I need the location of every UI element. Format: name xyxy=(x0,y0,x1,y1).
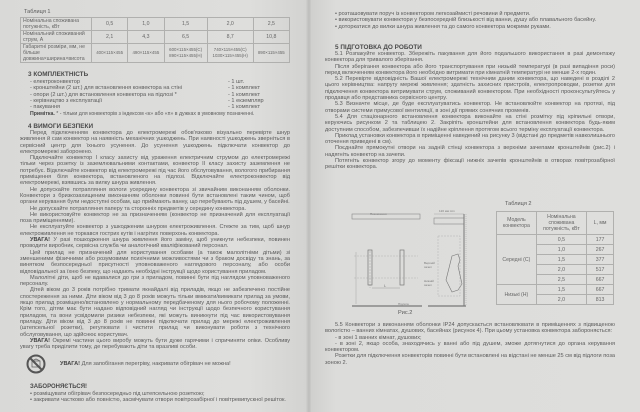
paragraph: Перед підключенням конвектора до електромережі обов'язково візуально перевірте шнур живлення й сам конвектор на наявність механічних ушкоджень. При наявності ушкоджень зверніться в сервісний центр для їхнього усунення. До усунення ушкоджень підключати конвектор до електромережі заборонено. xyxy=(20,130,290,155)
bullet-item: • використовувати конвектори у безпосередній близькості від ванни, душу або плавального басейну. xyxy=(335,17,597,24)
right-page xyxy=(310,0,640,412)
paragraph: Розетки для підключення конвекторів повинні бути встановлені на відстані не менше 25 см від підлоги поза зоною 2. xyxy=(325,353,615,366)
table2-header xyxy=(497,212,614,235)
bracket-right xyxy=(400,250,404,285)
table2-row xyxy=(497,285,614,295)
forbidden-item: • закривати частково або повністю, засмічувати отвори повітрозабірної і повітревипускної решіток. xyxy=(30,397,286,404)
kit-item: - керівництво з експлуатації xyxy=(30,97,103,104)
paragraph: Підключайте конвектор І класу захисту від ураження електричним струмом до електромережі тільки через розетку із заземлювальними контактами, конвектор ІІ класу захисту заземлення не потребує. Відключайте конвектор від електромережі під час його обслуговування, вологого прибирання приміщення біля конвектора, встановленого на підлозі. Відключайте електроконвектор від електромережі, взявшись за вилку шнура живлення. xyxy=(20,155,290,187)
table1-label: Номінальна споживана потужність, кВт xyxy=(21,18,92,31)
table1-caption: Таблиця 1 xyxy=(24,9,51,15)
table1-cell: 600×115×455(С) 890×115×455(Н) xyxy=(164,44,207,63)
forbidden-title: ЗАБОРОНЯЄТЬСЯ! xyxy=(30,384,88,390)
kit-qty-list xyxy=(228,79,264,110)
attention-label: УВАГА! xyxy=(30,237,51,244)
kit-item: - електроконвектор xyxy=(30,79,80,85)
attention-label: УВАГА! xyxy=(60,361,81,367)
table2-caption: Таблиця 2 xyxy=(505,201,532,207)
table1-cell: 4,3 xyxy=(128,31,164,44)
table1-cell: 8,7 xyxy=(207,31,253,44)
paragraph: - в зоні 2, якщо особа, знаходячись у ванні або під душем, зможе дотягнутися до органа керування конвектором. xyxy=(325,340,615,354)
table2-cell: 517 xyxy=(587,265,614,275)
left-page xyxy=(0,0,310,412)
table2-cell: 2,0 xyxy=(536,265,586,275)
table2-header-cell: Номінальна споживана потужність, кВт xyxy=(536,212,586,235)
table2-header-cell: L, мм xyxy=(587,212,614,235)
paragraph: Після зберігання конвектора або його транспортування при низькій температурі (в разі випадіння роси) перед включенням конвектора його необхідно витримати при кімнатній температурі не менше 2-х годин. xyxy=(325,63,615,76)
table2-cell: 267 xyxy=(587,245,614,255)
paragraph: Поєднайте прямокутні отвори на задній стінці конвектора з верхніми зачепами кронштейнів (рис.2) і надягніть конвектор на зачепи. xyxy=(325,145,615,158)
paragraph: Малолітні діти, щоб не вдавалися до гри з приладом, повинні бути під наглядом уповноваженого персоналу. xyxy=(20,274,290,288)
no-cover-icon xyxy=(26,354,46,374)
kit-item: - кронштейни (2 шт.) для встановлення конвектора на стіні xyxy=(30,85,183,92)
paragraph: 5.1 Розпакуйте конвектор. Збережіть пакування для його подальшого використання в разі демонтажу конвектора для тривалого зберігання. xyxy=(325,51,615,64)
table1-cell: 1,0 xyxy=(128,18,164,31)
paragraph-text: Окремі частини цього виробу можуть бути дуже гарячими і спричиняти опіки. Особливу увагу треба приділити тому, де перебувають діти та вразливі особи. xyxy=(20,337,290,351)
kit-note xyxy=(30,111,254,117)
paragraph: Не використовуйте конвектор не за призначенням (конвектор не призначений для експлуатації поза приміщеннями). xyxy=(20,211,290,225)
kit-qty: - 1 комплект xyxy=(228,85,261,92)
section4-body xyxy=(20,130,290,350)
paragraph: Потягніть конвектор згору до моменту фіксації нижніх зачепів кронштейнів в отворах повітрозабірної решітки конвектора. xyxy=(325,158,615,171)
kit-item: - пакування xyxy=(30,104,61,111)
warning-text: Для запобігання перегріву, накривати обігрівач не можна! xyxy=(80,361,231,367)
paragraph: Не допускайте потрапляння вологи усередину конвектора зі звичайним виконанням оболонки. Конвектори з бризкозахищеним виконанням оболонки повинні бути встановлені таким чином, щоб органи керування були недоступні особам, що приймають ванну, що перебувають під душем, у басейні. xyxy=(20,186,290,206)
paragraph: Не експлуатуйте конвектор з ушкодженим шнуром електроживлення. Стежте за тим, щоб шнур електроживлення не торкався гострих кутів і нагрітих поверхонь конвектора. xyxy=(20,224,290,237)
table1-label: Номінальний споживаний струм, А xyxy=(21,31,92,44)
paragraph: Приклад установки конвектора в приміщенні наведений на рисунку 3 (відстані до предметів навколишнього оточення приведені в см). xyxy=(325,132,615,146)
table2-cell: 177 xyxy=(587,235,614,245)
table2-cell: 667 xyxy=(587,285,614,295)
table2-model: Низькі (Н) xyxy=(497,285,537,305)
figure-caption: Рис.2 xyxy=(398,310,413,316)
table2-cell: 1,5 xyxy=(536,285,586,295)
table1-cell: 400×115×455 xyxy=(92,44,128,63)
table1-cell: 10,8 xyxy=(253,31,289,44)
table1-cell: 0,5 xyxy=(92,18,128,31)
paragraph: - в зоні 1 ванних кімнат, душових; xyxy=(335,334,422,341)
section5-title: 5 ПІДГОТОВКА ДО РОБОТИ xyxy=(335,44,422,51)
table2-cell: 667 xyxy=(587,275,614,285)
overheat-warning xyxy=(60,361,231,367)
fig-dim-top: 120 мм min xyxy=(439,209,455,213)
section5-body xyxy=(325,51,615,171)
paragraph-text: У разі пошкодження шнура живлення його заміну, щоб уникнути небезпеки, повинен проводити виробник, сервісна служба чи аналогічний кваліфікований персонал. xyxy=(20,237,290,250)
bullet-item: • доторкатися до вилки шнура живлення та до самого конвектора мокрими руками. xyxy=(335,23,551,30)
paragraph: 5.5 Конвектори з виконанням оболонки IP24 допускається встановлювати в приміщеннях з підвищеною вологістю – ванних кімнатах, душових, басейнах (рисунок 4). При цьому установка конвектора забороняється: xyxy=(325,322,615,335)
table2-cell: 0,5 xyxy=(536,235,586,245)
table2-header-cell: Модель конвектора xyxy=(497,212,537,235)
kit-qty: - 1 шт. xyxy=(228,79,245,85)
fig-dim-l: L xyxy=(384,283,387,288)
table1-row xyxy=(21,31,290,44)
fig-lower-hook: Нижній зачеп xyxy=(424,279,434,287)
table2-row xyxy=(497,235,614,245)
table2-cell: 813 xyxy=(587,295,614,305)
paragraph: 5.2 Перевірте відповідність Вашої електромережі технічним даним конвектора, що наведені в розділі 2 цього керівництва: напругу мережі живлення; здатність захисних пристроїв, електропроводки, розетки для підключення конвектора витримувати струм, споживаний конвектором. При необхідності проконсультуйтесь у продавця або представника сервісного центру. xyxy=(325,76,615,102)
kit-qty: - 1 комплект xyxy=(228,91,261,98)
kit-qty: - 1 екземпляр xyxy=(228,97,264,104)
paragraph xyxy=(20,237,290,250)
fig-upper-hook: Верхній зачеп xyxy=(424,261,435,269)
attention-label: УВАГА! xyxy=(30,337,51,344)
paragraph: 5.3 Визначте місце, де буде експлуатуватись конвектор. Не встановлюйте конвектор на протязі, під отворами системи примусової вентиляції, в зоні дії прямих сонячних променів. xyxy=(325,101,615,114)
table1-cell: 2,1 xyxy=(92,31,128,44)
fig-floor-label: Підлога xyxy=(398,302,409,306)
page-fold xyxy=(306,0,312,412)
bullet-item: • розташовувати поруч із конвектором легкозаймисті речовини й предмети. xyxy=(335,11,531,17)
table1 xyxy=(20,17,290,63)
table2 xyxy=(496,211,614,305)
table1-cell: 490×115×455 xyxy=(128,44,164,63)
table2-cell: 1,0 xyxy=(536,245,586,255)
table2-model: Середні (С) xyxy=(497,235,537,285)
table1-cell: 890×115×455 xyxy=(253,44,289,63)
note-text: * - тільки для конвекторів з індексом «к» або «п» в дужках в умовному позначенні. xyxy=(54,111,255,117)
table1-row xyxy=(21,18,290,31)
section5-body-2 xyxy=(325,322,615,366)
forbidden-list xyxy=(20,391,290,404)
table1-cell: 2,0 xyxy=(207,18,253,31)
table2-cell: 2,5 xyxy=(536,275,586,285)
bullets xyxy=(325,11,615,30)
section3-title: 3 КОМПЛЕКТНІСТЬ xyxy=(28,71,89,78)
paragraph xyxy=(20,338,290,351)
kit-list xyxy=(30,79,182,110)
table2-cell: 2,0 xyxy=(536,295,586,305)
section4-title: 4 ВИМОГИ БЕЗПЕКИ xyxy=(28,123,94,130)
kit-item: - опори (2 шт.) для встановлення конвектора на підлозі * xyxy=(30,91,177,98)
paragraph: Не допускайте потрапляння паперу та сторонніх предметів у середину конвектора. xyxy=(30,205,247,212)
table2-cell: 377 xyxy=(587,255,614,265)
table1-cell: 1,5 xyxy=(164,18,207,31)
note-label: Примітка. xyxy=(30,111,55,117)
table1-cell: 6,5 xyxy=(164,31,207,44)
table1-row xyxy=(21,44,290,63)
table2-cell: 1,5 xyxy=(536,255,586,265)
table1-label: Габаритні розміри, мм, не більше довжина×ширина×висота xyxy=(21,44,92,63)
paragraph: Цей прилад не призначений для користування особами (а також малолітніми дітьми) зі зменшеними фізичними або розумовими психічними можливостями чи з браком досвіду та знань, за винятком безпосередньої присутності уповноваженого наглядового персоналу, або особи відповідальної за їхню безпеку, що надають необхідні інструкції щодо користування приладом. xyxy=(20,249,290,275)
paragraph: 5.4 Для стаціонарного встановлення конвектора виконайте на стіні розмітку під кріпильні отвори, керуючись рисунком 2 та таблицею 2. Закріпіть кронштейни для встановлення конвектора будь-яким доступним способом, забезпечивши їх надійне кріплення протягом всього терміну експлуатації конвектора. xyxy=(325,113,615,133)
kit-qty: - 1 комплект xyxy=(228,104,261,111)
figure-2 xyxy=(340,208,490,320)
table1-cell: 740×115×455(С) 1030×115×455(Н) xyxy=(207,44,253,63)
table1-cell: 2,5 xyxy=(253,18,289,31)
fig-top-label: Позначення xyxy=(370,212,387,216)
paragraph: Дітей віком до 3 років потрібно тримати якнайдалі від приладів, якщо не забезпечено постійне спостереження за ними. Діти віком від 3 до 8 років можуть тільки вмикати/вимикати прилад за умови, якщо прилад розміщено/встановлено у нормальному передбаченому для нього робочому положенні. Крім того, дітям має бути надано відповідний нагляд чи інструкції щодо безпечного користування приладом, та вони усвідомили ризики небезпеки, які можуть виникнути під час використовування приладу. Діти віком від 3 до 8 років не повинні підключати прилад до мережі електроживлення (штепсельної розетки), регулювати і чистити прилад чи виконувати роботи з технічного обслуговування, що здійснює користувач. xyxy=(20,287,290,338)
forbidden-item: • розміщувати обігрівач безпосередньо під штепсельною розеткою; xyxy=(30,391,205,397)
